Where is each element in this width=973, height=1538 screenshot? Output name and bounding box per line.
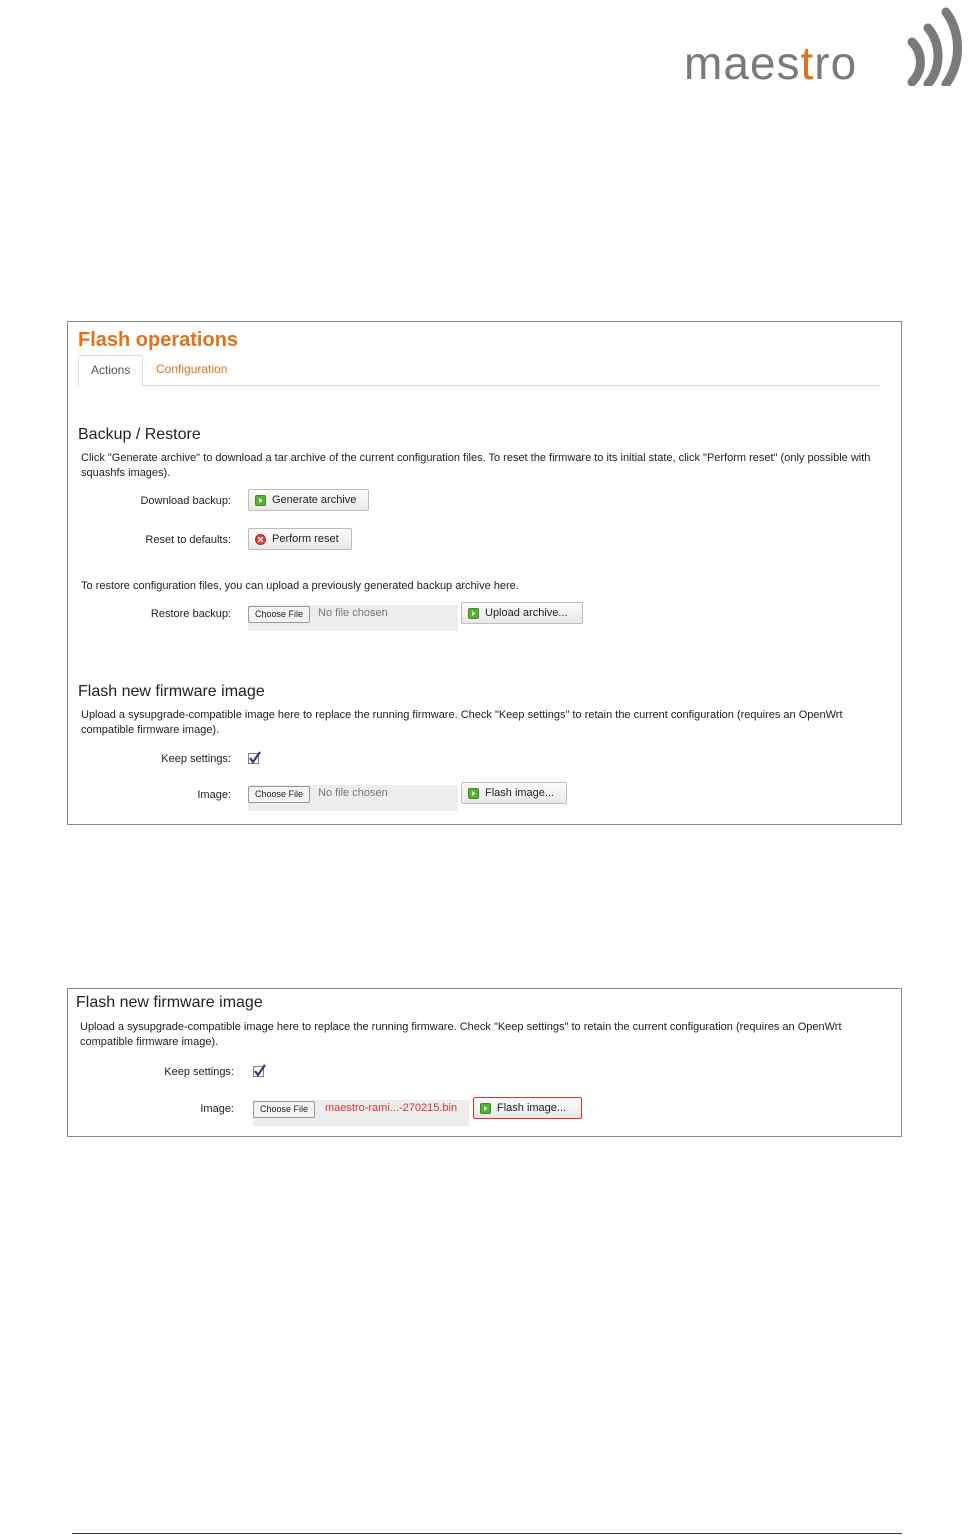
backup-restore-title: Backup / Restore: [78, 426, 201, 443]
green-action-icon: [468, 788, 479, 799]
choose-file-button[interactable]: Choose File: [248, 606, 310, 623]
flash-operations-panel: [67, 321, 902, 825]
green-action-icon: [480, 1103, 491, 1114]
flash-description: Upload a sysupgrade-compatible image here to replace the running firmware. Check "Keep settings" to retain the current configuration (requires an OpenWrt compatible firmware image).: [80, 1021, 842, 1048]
backup-description: Click "Generate archive" to download a tar archive of the current configuration files. To reset the firmware to its initial state, click "Perform reset" (only possible with squashfs images).: [81, 452, 871, 479]
file-status: No file chosen: [318, 787, 388, 799]
generate-archive-button[interactable]: Generate archive: [248, 489, 369, 511]
footer-divider: [72, 1533, 902, 1534]
flash-firmware-panel: [67, 988, 902, 1137]
flash-image-button[interactable]: Flash image...: [473, 1097, 582, 1119]
maestro-logo: [684, 4, 973, 89]
upload-archive-button[interactable]: Upload archive...: [461, 602, 583, 624]
image-label: Image:: [197, 789, 231, 801]
selected-file-name: maestro-rami...-270215.bin: [325, 1102, 458, 1114]
reset-defaults-label: Reset to defaults:: [145, 534, 231, 546]
page-title: Flash operations: [78, 329, 239, 351]
green-action-icon: [255, 495, 266, 506]
green-action-icon: [468, 608, 479, 619]
flash-firmware-title: Flash new firmware image: [78, 683, 265, 700]
tab-configuration[interactable]: Configuration: [156, 362, 228, 376]
logo-wordmark: maestro: [684, 37, 858, 89]
keep-settings-label: Keep settings:: [164, 1066, 234, 1078]
restore-backup-label: Restore backup:: [150, 608, 231, 620]
checkmark-icon: [253, 1064, 266, 1078]
flash-image-button[interactable]: Flash image...: [461, 782, 567, 804]
perform-reset-button[interactable]: Perform reset: [248, 528, 352, 550]
keep-settings-checkbox[interactable]: [253, 1066, 264, 1077]
tab-actions[interactable]: Actions: [78, 355, 143, 386]
image-label: Image:: [200, 1103, 234, 1115]
choose-file-button[interactable]: Choose File: [248, 786, 310, 803]
keep-settings-checkbox[interactable]: [248, 753, 259, 764]
restore-description: To restore configuration files, you can upload a previously generated backup archive here.: [81, 580, 519, 592]
flash-description: Upload a sysupgrade-compatible image here to replace the running firmware. Check "Keep settings" to retain the current configuration (requires an OpenWrt compatible firmware image).: [81, 709, 843, 736]
file-status: No file chosen: [318, 607, 388, 619]
checkmark-icon: [248, 751, 261, 765]
choose-file-button[interactable]: Choose File: [253, 1101, 315, 1118]
download-backup-label: Download backup:: [140, 495, 231, 507]
keep-settings-label: Keep settings:: [161, 753, 231, 765]
image-file-input[interactable]: [253, 1100, 469, 1126]
red-reset-icon: [255, 534, 266, 545]
flash-firmware-title: Flash new firmware image: [76, 994, 263, 1011]
tab-bar: [78, 355, 880, 386]
restore-file-input[interactable]: [248, 605, 458, 631]
signal-waves-icon: [906, 4, 973, 86]
image-file-input[interactable]: [248, 785, 458, 811]
